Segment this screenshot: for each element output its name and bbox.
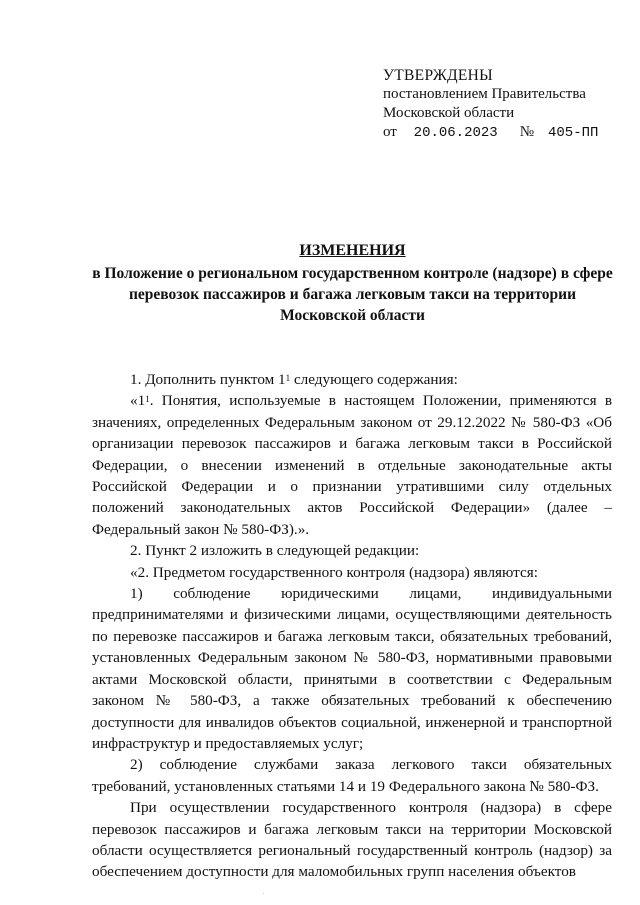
quote-1-sup: 1: [145, 394, 150, 405]
number-sign: №: [519, 124, 534, 140]
approval-date-line: [383, 123, 598, 143]
approval-heading: УТВЕРЖДЕНЫ: [383, 67, 493, 84]
title-line-2: перевозок пассажиров и багажа легковым такси на территории: [128, 286, 576, 303]
title-line-1: в Положение о региональном государственном контроле (надзоре) в сфере: [92, 265, 613, 282]
subitem-1: 1) соблюдение юридическими лицами, индивидуальными предпринимателями и физическими лицами, осуществляющими деятельность по перевозке пассажиров и багажа легковым такси, обязательных требований, установленных Федеральным законом № 580-ФЗ, нормативными правовыми актами Московской области, принятыми в соответствии с Федеральным законом № 580-ФЗ, а также обязательных требований к обеспечению доступности для инвалидов объектов социальной, инженерной и транспортной инфраструктур и предоставляемых услуг;: [92, 585, 612, 752]
approval-stamp: [383, 66, 598, 143]
item-1: [92, 369, 612, 390]
item-1-text: 1. Дополнить пунктом 1: [130, 371, 286, 388]
item-2: 2. Пункт 2 изложить в следующей редакции:: [130, 542, 420, 560]
subitem-2: 2) соблюдение службами заказа легкового такси обязательных требований, установленных статьями 14 и 19 Федерального закона № 580-ФЗ.: [92, 756, 612, 795]
approval-line-1: постановлением Правительства: [383, 86, 586, 102]
quote-1: [92, 390, 612, 540]
document-title: [80, 240, 625, 326]
approval-line-2: Московской области: [383, 105, 515, 121]
title-main: ИЗМЕНЕНИЯ: [299, 242, 406, 259]
footer-mark: .: [263, 890, 265, 896]
quote-1-text: . Понятия, используемые в настоящем Положении, применяются в значениях, определенных Федеральным законом от 29.12.2022 № 580-ФЗ «Об организации перевозок пассажиров и багажа легковым такси в Российской Федерации, о внесении изменений в отдельные законодательные акты Российской Федерации и о признании утратившими силу отдельных положений законодательных актов Российской Федерации» (далее – Федеральный закон № 580-ФЗ).».: [92, 392, 612, 538]
quote-1-open: «1: [130, 392, 146, 410]
title-line-3: Московской области: [280, 307, 425, 324]
approval-number: 405-ПП: [548, 125, 599, 141]
approval-date: 20.06.2023: [413, 125, 498, 141]
document-body: [92, 369, 612, 883]
item-1-sup: 1: [285, 373, 291, 383]
paragraph-3: При осуществлении государственного контроля (надзора) в сфере перевозок пассажиров и багажа легковым такси на территории Московской области осуществляется региональный государственный контроль (надзор) за обеспечением доступности для маломобильных групп населения объектов: [92, 799, 612, 881]
quote-2: «2. Предметом государственного контроля (надзора) являются:: [130, 563, 538, 581]
item-1-tail: следующего содержания:: [290, 371, 458, 388]
from-label: от: [383, 124, 397, 140]
